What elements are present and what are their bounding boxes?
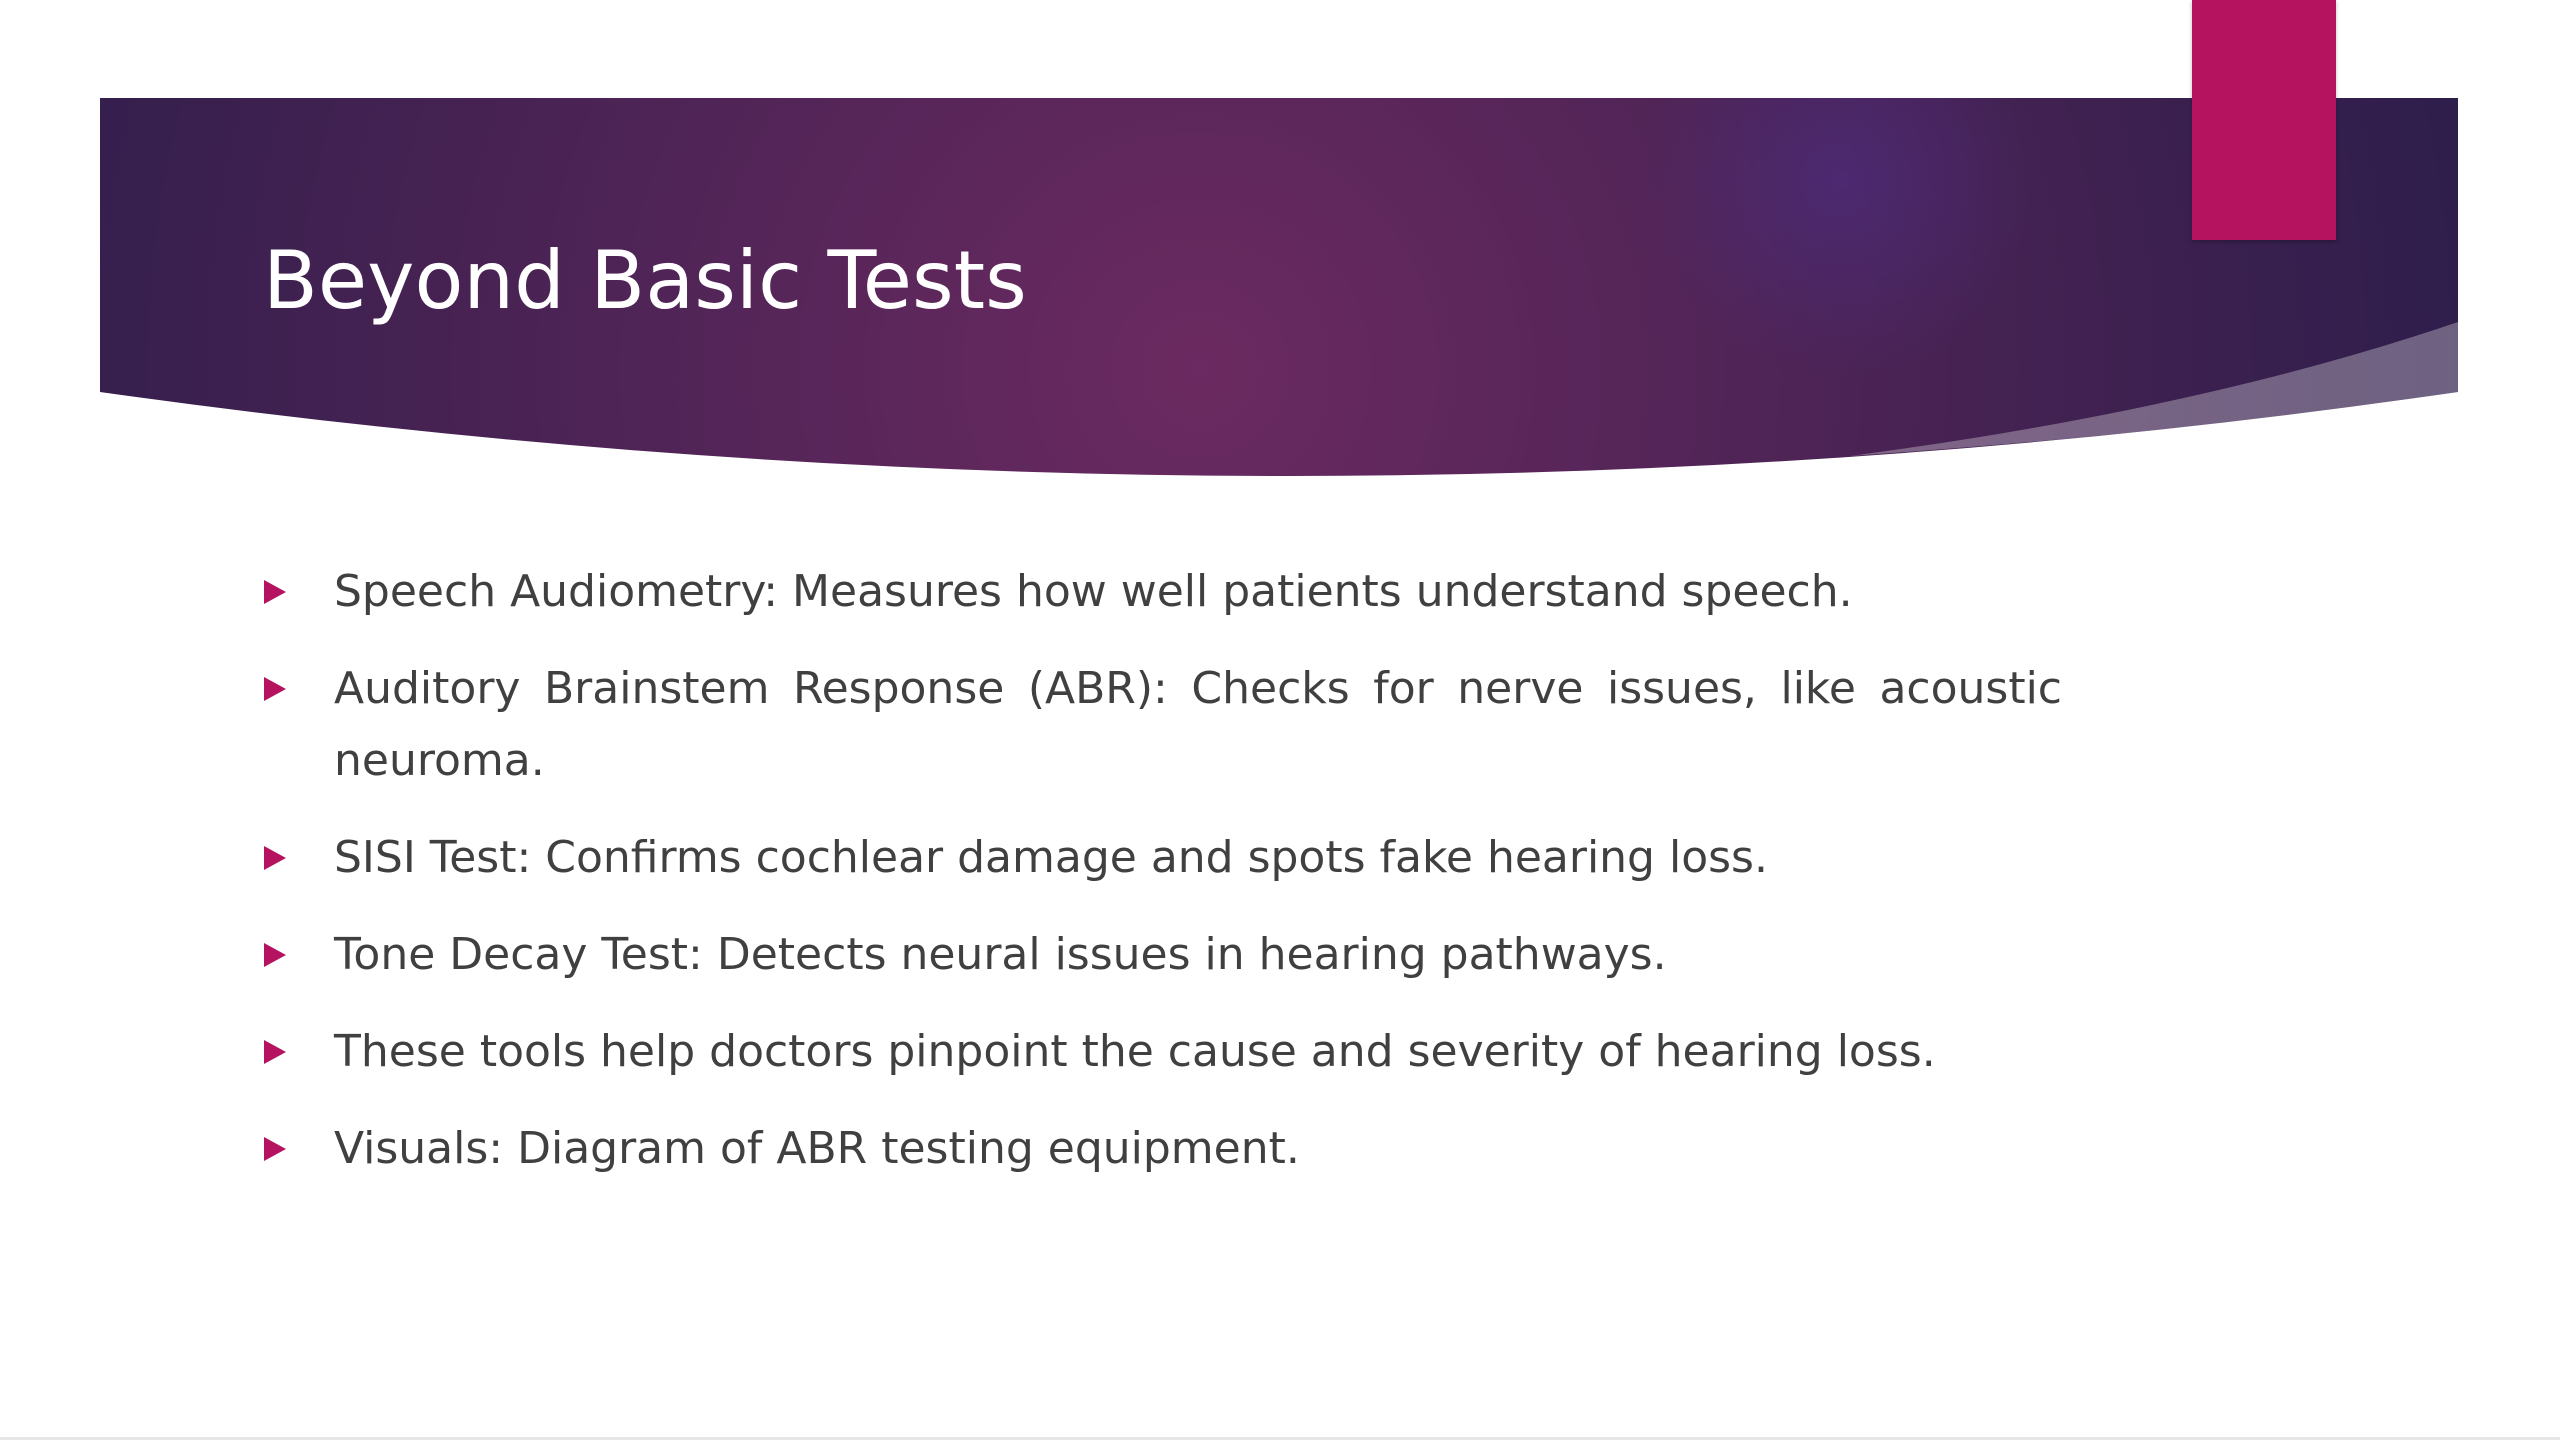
bullet-text: Auditory Brainstem Response (ABR): Checks for nerve issues, like acoustic neuroma. [334, 663, 2062, 786]
slide-title: Beyond Basic Tests [263, 234, 1027, 327]
bullet-item [262, 556, 2062, 628]
triangle-right-bullet-icon [264, 1040, 286, 1064]
bullet-item [262, 1113, 2062, 1185]
bullet-text: SISI Test: Confirms cochlear damage and spots fake hearing loss. [334, 832, 1768, 883]
bullet-text: Visuals: Diagram of ABR testing equipment. [334, 1123, 1300, 1174]
bullet-item [262, 822, 2062, 894]
bullet-list [262, 556, 2062, 1210]
bullet-item [262, 1016, 2062, 1088]
bullet-item [262, 919, 2062, 991]
bullet-text: Speech Audiometry: Measures how well patients understand speech. [334, 566, 1853, 617]
bullet-text: These tools help doctors pinpoint the cause and severity of hearing loss. [334, 1026, 1936, 1077]
triangle-right-bullet-icon [264, 1137, 286, 1161]
triangle-right-bullet-icon [264, 846, 286, 870]
triangle-right-bullet-icon [264, 943, 286, 967]
accent-tab [2192, 0, 2336, 240]
bullet-item [262, 653, 2062, 797]
bullet-text: Tone Decay Test: Detects neural issues in hearing pathways. [334, 929, 1667, 980]
triangle-right-bullet-icon [264, 580, 286, 604]
triangle-right-bullet-icon [264, 677, 286, 701]
